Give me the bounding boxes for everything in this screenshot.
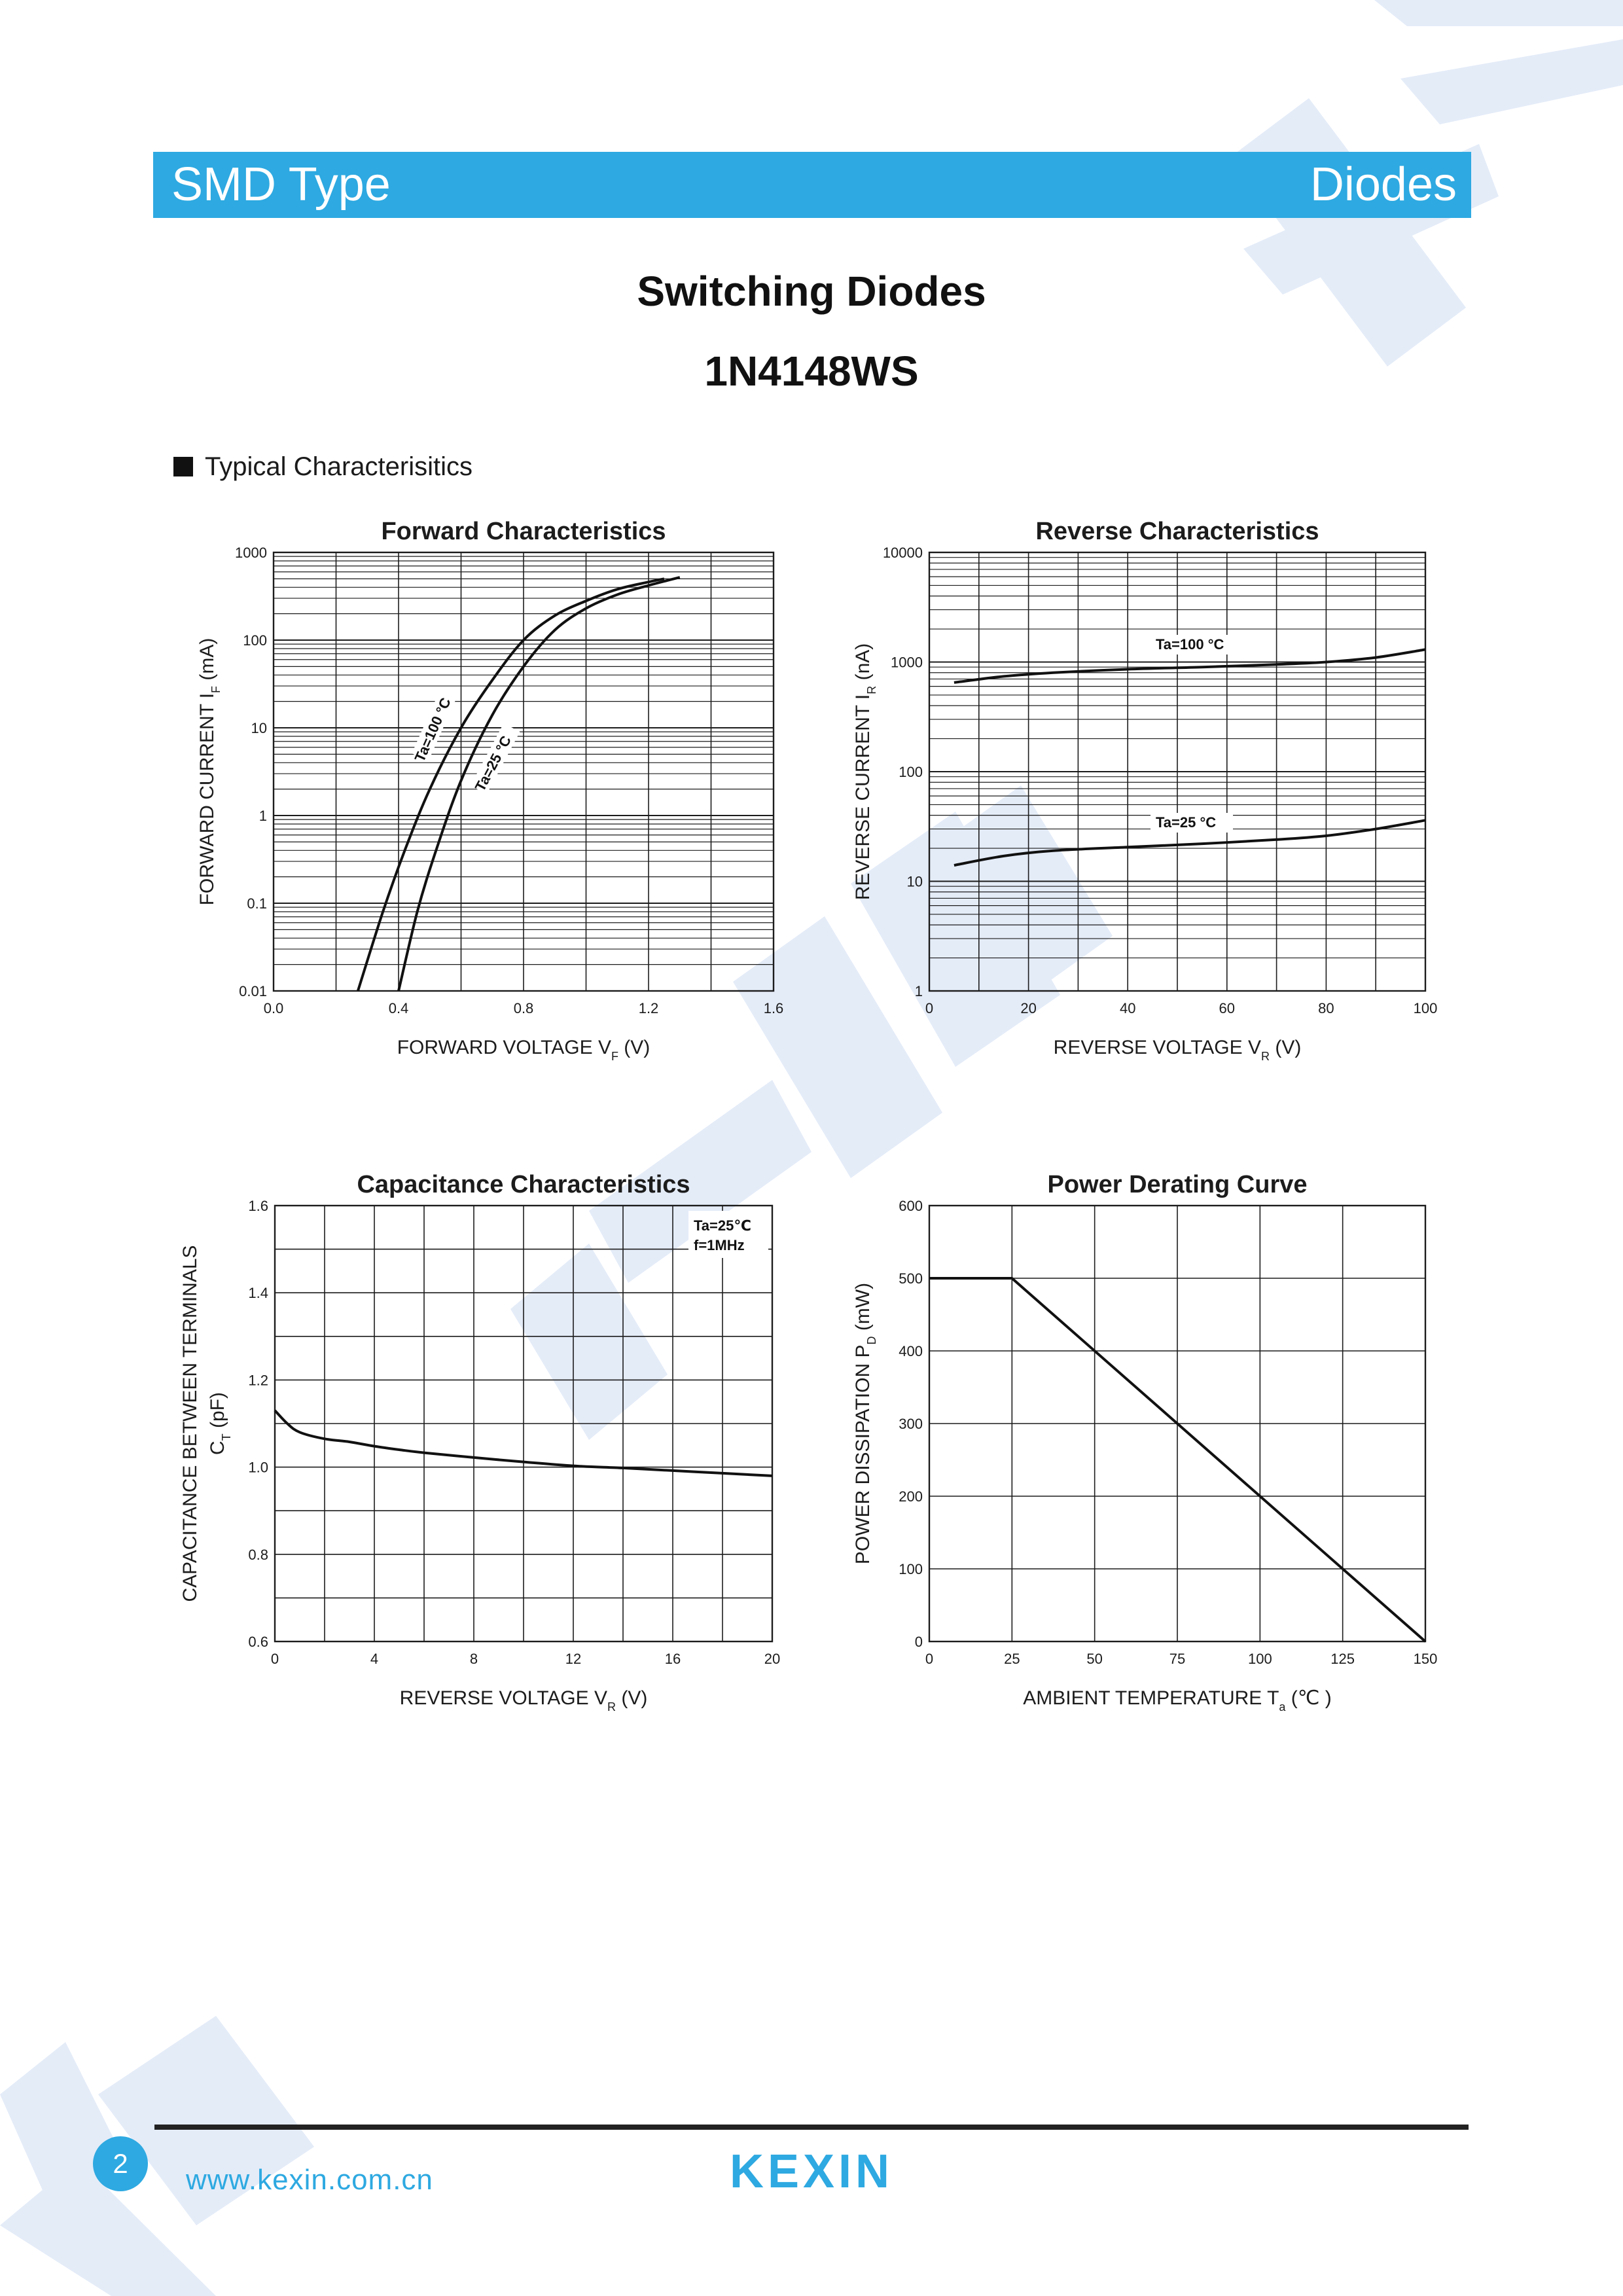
capacitance-ytick-label: 0.6 [248,1634,268,1650]
document-title: Switching Diodes [637,268,986,315]
power-xtick-label: 125 [1330,1651,1355,1667]
power-ylabel [852,1283,878,1564]
power-xtick-label: 150 [1413,1651,1438,1667]
forward-xtick-label: 0.8 [513,1000,534,1016]
forward-ytick-label: 1000 [235,545,267,561]
capacitance-ytick-label: 1.4 [248,1285,268,1302]
forward-xtick-label: 1.2 [638,1000,659,1016]
power-title: Power Derating Curve [1047,1171,1308,1198]
reverse-title: Reverse Characteristics [1035,518,1319,545]
forward-series-label: Ta=25 °C [471,732,515,795]
power-ylabel-sub: D [865,1336,878,1345]
capacitance-ytick-label: 1.2 [248,1372,268,1389]
power-xlabel-sub: a [1279,1700,1286,1713]
reverse-xlabel-sub: R [1261,1050,1270,1063]
power-ylabel-text: POWER DISSIPATION P [852,1344,874,1565]
power-xtick-label: 25 [1004,1651,1020,1667]
forward-ytick-label: 10 [251,720,267,736]
page-number: 2 [93,2136,148,2191]
capacitance-ytick-label: 1.0 [248,1459,268,1476]
power-ytick-label: 200 [899,1488,923,1505]
reverse-ytick-label: 10000 [882,545,923,561]
forward-ytick-label: 100 [243,632,267,649]
capacitance-xtick-label: 20 [764,1651,781,1667]
capacitance-xtick-label: 16 [664,1651,681,1667]
reverse-ytick-label: 10 [906,873,923,890]
kexin-logo [720,2147,903,2194]
capacitance-xlabel-sub: R [607,1700,616,1713]
forward-xtick-label: 1.6 [763,1000,784,1016]
power-xlabel-text: AMBIENT TEMPERATURE T [1023,1687,1279,1709]
reverse-xtick-label: 0 [925,1000,934,1016]
capacitance-title: Capacitance Characteristics [357,1171,690,1198]
section-heading-text: Typical Characterisitics [205,452,473,481]
reverse-xtick-label: 20 [1020,1000,1037,1016]
power-xtick-label: 50 [1086,1651,1103,1667]
forward-title: Forward Characteristics [381,518,666,545]
reverse-xlabel-unit: (V) [1270,1037,1302,1058]
forward-ytick-label: 0.01 [239,983,267,999]
reverse-ytick-label: 1 [914,983,923,999]
power-ytick-label: 100 [899,1561,923,1577]
power-ytick-label: 0 [914,1634,923,1650]
power-ytick-label: 400 [899,1343,923,1359]
footer-divider [154,2125,1469,2130]
forward-ylabel-sub: F [209,685,223,693]
reverse-xtick-label: 100 [1413,1000,1438,1016]
capacitance-ylabel-unit: (pF) [207,1392,228,1434]
power-ytick-label: 600 [899,1198,923,1214]
capacitance-xlabel-text: REVERSE VOLTAGE V [399,1687,607,1709]
forward-xlabel-unit: (V) [618,1037,651,1058]
capacitance-xtick-label: 4 [370,1651,379,1667]
capacitance-xtick-label: 8 [469,1651,478,1667]
forward-ytick-label: 1 [259,808,267,824]
capacitance-xtick-label: 0 [270,1651,279,1667]
capacitance-xlabel-unit: (V) [616,1687,648,1709]
forward-series-label: Ta=100 °C [411,695,454,764]
forward-ylabel-unit: (mA) [196,637,218,686]
capacitance-ytick-label: 1.6 [248,1198,268,1214]
power-ytick-label: 300 [899,1416,923,1432]
reverse-ylabel-text: REVERSE CURRENT I [852,694,874,901]
reverse-series-label: Ta=100 °C [1156,636,1224,653]
reverse-xtick-label: 80 [1318,1000,1334,1016]
reverse-ylabel-unit: (nA) [852,643,874,686]
power-xtick-label: 75 [1169,1651,1186,1667]
header-category: SMD Type [171,158,391,211]
reverse-xtick-label: 40 [1119,1000,1136,1016]
reverse-xlabel-text: REVERSE VOLTAGE V [1053,1037,1261,1058]
forward-xlabel-sub: F [611,1050,618,1063]
power-ylabel-unit: (mW) [852,1282,874,1336]
capacitance-ytick-label: 0.8 [248,1546,268,1563]
kexin-logo-text: KEXIN [729,2147,894,2194]
power-ytick-label: 500 [899,1270,923,1287]
power-xlabel [1023,1687,1332,1713]
capacitance-ylabel-text: C [207,1441,228,1455]
forward-ytick-label: 0.1 [247,895,267,912]
forward-xtick-label: 0.4 [388,1000,409,1016]
reverse-xtick-label: 60 [1219,1000,1236,1016]
website-link[interactable]: www.kexin.com.cn [186,2164,433,2196]
capacitance-xtick-label: 12 [565,1651,582,1667]
forward-xtick-label: 0.0 [263,1000,284,1016]
capacitance-annotation-line: Ta=25℃ [694,1217,751,1234]
forward-ylabel-text: FORWARD CURRENT I [196,692,218,906]
capacitance-annotation-line: f=1MHz [694,1237,745,1253]
header-product-type: Diodes [1310,158,1457,211]
forward-xlabel-text: FORWARD VOLTAGE V [397,1037,611,1058]
part-number: 1N4148WS [704,348,919,395]
power-xtick-label: 100 [1247,1651,1272,1667]
power-xlabel-unit: (℃ ) [1285,1687,1332,1709]
capacitance-ylabel-line1: CAPACITANCE BETWEEN TERMINALS [179,1245,201,1602]
power-xtick-label: 0 [925,1651,934,1667]
reverse-series-label: Ta=25 °C [1156,814,1217,831]
capacitance-ylabel-sub: T [220,1433,233,1441]
reverse-ylabel-sub: R [865,685,878,694]
reverse-ytick-label: 100 [899,764,923,780]
reverse-ytick-label: 1000 [891,654,923,671]
